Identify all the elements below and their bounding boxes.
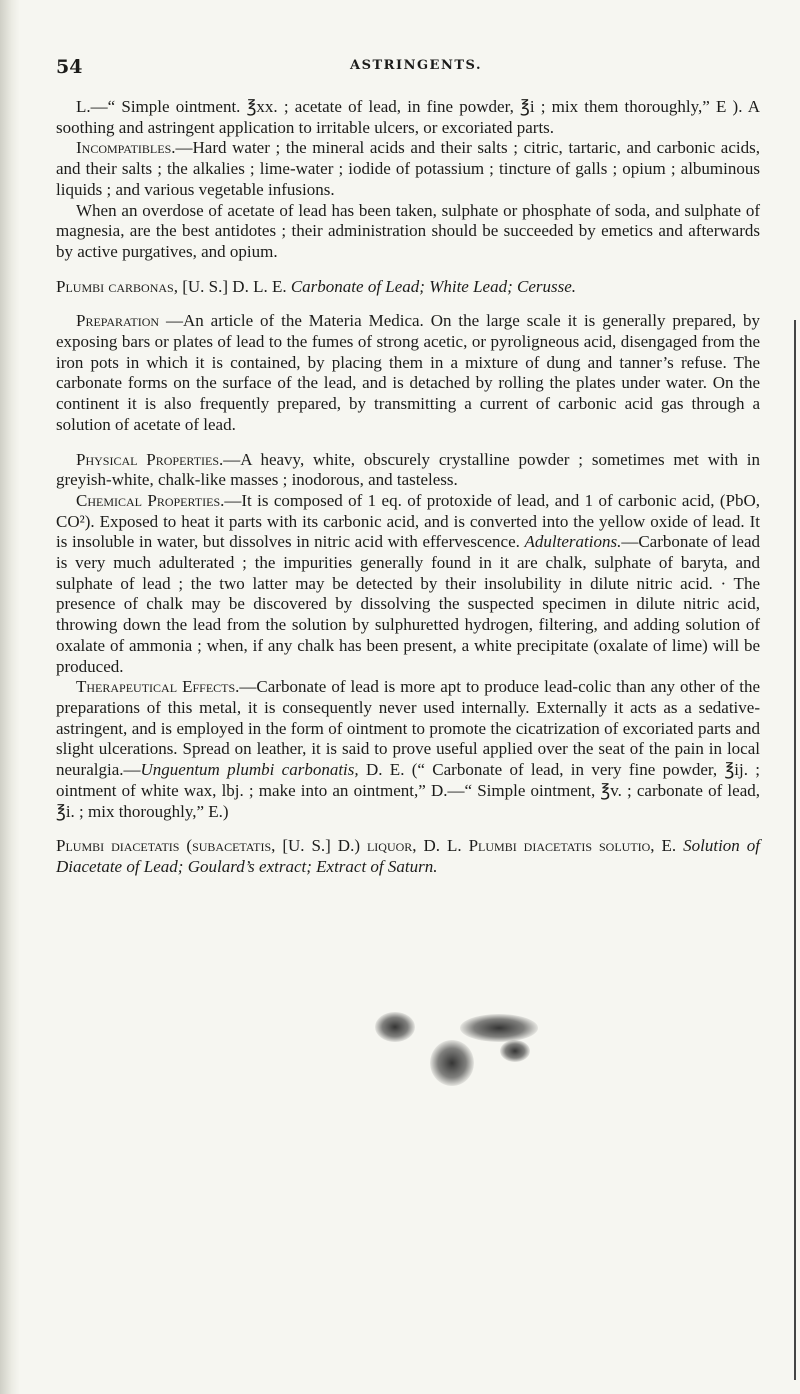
text-run: D. E. (“ Carbonate of lead, in very fine powder, ℥ij. ; ointment of white wax, lbj. ; make into an ointment,” D.—“ Simple ointment, ℥v. ; carbonate of lead, ℥i. ; mix thoroughly,” E.) [56, 760, 760, 821]
page-number: 54 [56, 56, 83, 78]
binding-shadow [0, 0, 20, 1394]
text-run: —An article of the Materia Medica. On the large scale it is generally prepared, by exposing bars or plates of lead to the fumes of strong acetic, or pyroligneous acid, disengaged from the iron pots in which it is contained, by placing them in a mixture of dung and tanner’s refuse. The carbonate forms on the surface of the lead, and is detached by rolling the plates under water. On the continent it is also frequently prepared, by transmitting a current of carbonic acid gas through a solution of acetate of lead. [56, 311, 760, 434]
text-run: E. [654, 836, 684, 856]
section-heading: Plumbi diacetatis (subacetatis, [56, 836, 276, 856]
paragraph [56, 138, 760, 200]
section-heading: Preparation [76, 311, 160, 331]
text-run: [U. S.] D. L. E. [177, 276, 291, 296]
text-run: [U. S.] D.) [275, 836, 367, 856]
page-header [56, 56, 776, 80]
paragraph [56, 836, 760, 877]
paragraph [56, 491, 760, 677]
section-heading: liquor, [366, 836, 417, 856]
text-run: —Carbonate of lead is more apt to produce lead-colic than any other of the preparations of this metal, it is consequently never used internally. Externally it acts as a sedative-astringent, and is employed in the form of ointment to promote the cicatrization of excoriated parts and slight ulcerations. Spread on leather, it is said to prove useful applied over the seat of the pain in local neuralgia.— [56, 677, 760, 780]
paragraph [56, 201, 760, 263]
paragraph [56, 277, 760, 298]
italic-text: Unguentum plumbi carbonatis, [140, 760, 359, 780]
paragraph [56, 677, 760, 822]
text-run: L.—“ Simple ointment. ℥xx. ; acetate of lead, in fine powder, ℥i ; mix them thoroughly,” E ). A soothing and astringent application to irritable ulcers, or excoriated parts. [56, 97, 760, 137]
section-heading: Incompatibles. [76, 138, 176, 158]
ink-smudge [430, 1040, 474, 1086]
text-run: —Carbonate of lead is very much adulterated ; the impurities generally found in it are chalk, sulphate of baryta, and sulphate of lead ; the two latter may be detected by their insolubility in dilute nitric acid. · The presence of chalk may be discovered by dissolving the suspected specimen in dilute nitric acid, throwing down the lead from the solution by sulphuretted hydrogen, filtering, and adding solution of oxalate of ammonia ; when, if any chalk has been present, a white precipitate (oxalate of lime) will be produced. [56, 532, 760, 676]
body-text [56, 97, 760, 878]
section-heading: Therapeutical Effects. [76, 677, 240, 697]
section-heading: Physical Properties. [76, 449, 224, 469]
page-edge-line [794, 320, 796, 1380]
ink-smudge [500, 1040, 530, 1062]
text-run: —Hard water ; the mineral acids and their salts ; citric, tartaric, and carbonic acids, and their salts ; the alkalies ; lime-water ; iodide of potassium ; tincture of galls ; opium ; albuminous liquids ; and various vegetable infusions. [56, 138, 760, 199]
paragraph [56, 97, 760, 138]
ink-smudge [375, 1012, 415, 1042]
text-run: —A heavy, white, obscurely crystalline powder ; sometimes met with in greyish-white, chalk-like masses ; inodorous, and tasteless. [56, 449, 760, 490]
text-run: —It is composed of 1 eq. of protoxide of lead, and 1 of carbonic acid, (PbO, CO²). Exposed to heat it parts with its carbonic acid, and is converted into the yellow oxide of lead. It is insoluble in water, but dissolves in nitric acid with effervescence. [56, 490, 760, 552]
section-heading: Plumbi diacetatis solutio, [468, 836, 655, 856]
text-run: D. L. [416, 836, 469, 856]
italic-text: Solution of Diacetate of Lead; Goulard’s extract; Extract of Saturn. [56, 836, 760, 876]
paragraph [56, 311, 760, 435]
paragraph [56, 450, 760, 491]
text-run: When an overdose of acetate of lead has been taken, sulphate or phosphate of soda, and sulphate of magnesia, are the best antidotes ; their administration should be succeeded by emetics and afterwards by active purgatives, and opium. [56, 200, 760, 261]
running-head: ASTRINGENTS. [350, 58, 482, 73]
italic-text: Carbonate of Lead; White Lead; Cerusse. [290, 276, 577, 296]
section-heading: Plumbi carbonas, [56, 276, 178, 296]
ink-smudge [460, 1014, 538, 1042]
section-heading: Chemical Properties. [76, 490, 225, 510]
italic-text: Adulterations. [524, 532, 622, 552]
